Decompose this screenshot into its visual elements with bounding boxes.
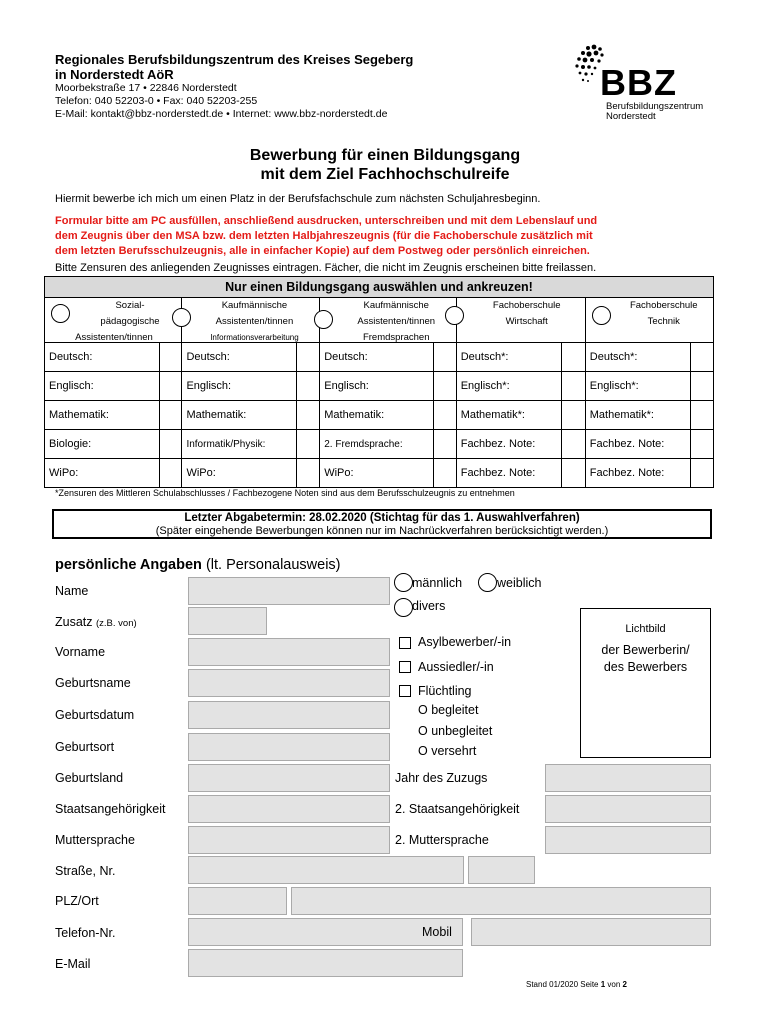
grade-input[interactable]	[691, 430, 714, 459]
red-notice-line1: Formular bitte am PC ausfüllen, anschließend ausdrucken, unterschreiben und mit dem Lebenslauf und	[55, 215, 598, 227]
grade-label: Fachbez. Note:	[585, 459, 690, 488]
gender-radio-divers[interactable]	[394, 598, 413, 617]
grade-label: Biologie:	[45, 430, 160, 459]
footer-stand: Stand 01/2020 Seite	[526, 980, 601, 989]
page-footer	[526, 980, 627, 989]
grade-input[interactable]	[159, 459, 182, 488]
course-header-row	[45, 298, 714, 343]
grade-input[interactable]	[433, 401, 456, 430]
course-4-line1: Fachoberschule	[492, 300, 561, 311]
course-3-line3: Fremdsprachen	[362, 332, 430, 343]
grade-label: Englisch*:	[585, 372, 690, 401]
grade-row-mathematik	[45, 401, 714, 430]
grade-label: Mathematik:	[182, 401, 297, 430]
grade-input[interactable]	[297, 459, 320, 488]
label-geburtsdatum: Geburtsdatum	[55, 708, 135, 722]
logo-text: BBZ	[600, 62, 677, 103]
photo-placeholder	[580, 608, 711, 758]
grade-row-deutsch	[45, 343, 714, 372]
course-4-line2: Wirtschaft	[505, 316, 548, 327]
organization-name	[55, 52, 413, 82]
mobil-field[interactable]	[471, 918, 711, 946]
personal-title: persönliche Angaben	[55, 557, 202, 573]
grade-label: WiPo:	[45, 459, 160, 488]
course-radio-4[interactable]	[445, 306, 464, 325]
footer-total: 2	[622, 980, 627, 989]
label-fluechtling: Flüchtling	[418, 684, 472, 698]
jahr-zuzug-field[interactable]	[545, 764, 711, 792]
grade-label: Deutsch*:	[585, 343, 690, 372]
grade-label: Englisch*:	[456, 372, 561, 401]
grade-input[interactable]	[297, 430, 320, 459]
gender-label-weiblich: weiblich	[497, 576, 542, 590]
grades-footnote: *Zensuren des Mittleren Schulabschlusses / Fachbezogene Noten sind aus dem Berufsschulzeugnis zu entnehmen	[55, 488, 515, 498]
course-option-1[interactable]	[45, 298, 182, 343]
grade-input[interactable]	[691, 459, 714, 488]
label-staatsangehoerigkeit: Staatsangehörigkeit	[55, 802, 166, 816]
grade-input[interactable]	[562, 372, 586, 401]
grade-label: WiPo:	[320, 459, 434, 488]
grade-label: Englisch:	[45, 372, 160, 401]
grade-input[interactable]	[433, 343, 456, 372]
address-line: Moorbekstraße 17 • 22846 Norderstedt	[55, 82, 237, 94]
label-aussiedler: Aussiedler/-in	[418, 660, 494, 674]
grade-input[interactable]	[433, 430, 456, 459]
deadline-line1: Letzter Abgabetermin: 28.02.2020 (Stichtag für das 1. Auswahlverfahren)	[184, 512, 580, 524]
gender-label-maennlich: männlich	[412, 576, 463, 590]
course-2-line1: Kaufmännische	[221, 300, 288, 311]
zusatz-field[interactable]	[188, 607, 267, 635]
checkbox-aussiedler[interactable]	[399, 661, 411, 673]
course-option-2[interactable]	[182, 298, 320, 343]
label-geburtsort: Geburtsort	[55, 740, 115, 754]
option-begleitet[interactable]: O begleitet	[418, 703, 479, 717]
grade-input[interactable]	[562, 343, 586, 372]
grade-input[interactable]	[691, 372, 714, 401]
course-3-line2: Assistenten/tinnen	[357, 316, 436, 327]
course-3-line1: Kaufmännische	[363, 300, 429, 311]
gender-radio-weiblich[interactable]	[478, 573, 497, 592]
logo-sub-line1: Berufsbildungszentrum	[606, 101, 704, 112]
grade-label: Mathematik*:	[585, 401, 690, 430]
grades-banner: Nur einen Bildungsgang auswählen und ankreuzen!	[45, 277, 714, 298]
course-option-5[interactable]	[585, 298, 713, 343]
red-notice-line3: dem letzten Berufsschulzeugnis, alle in einfacher Kopie) auf dem Postweg oder persönlich einreichen.	[55, 245, 590, 257]
option-versehrt[interactable]: O versehrt	[418, 744, 477, 758]
photo-line2: der Bewerberin/	[601, 643, 690, 657]
label-mobil: Mobil	[422, 925, 452, 939]
label-asyl: Asylbewerber/-in	[418, 635, 512, 649]
personal-title-suffix: (lt. Personalausweis)	[205, 557, 341, 573]
grade-label: Mathematik:	[320, 401, 434, 430]
grade-row-englisch	[45, 372, 714, 401]
grade-input[interactable]	[433, 372, 456, 401]
label-geburtsland: Geburtsland	[55, 771, 124, 785]
grade-label: Englisch:	[182, 372, 297, 401]
deadline-line2: (Später eingehende Bewerbungen können nur im Nachrückverfahren berücksichtigt werden.)	[155, 525, 609, 537]
footer-of: von	[605, 980, 623, 989]
name-field[interactable]	[188, 577, 390, 605]
org-line2: in Norderstedt AöR	[55, 67, 174, 82]
label-plz-ort: PLZ/Ort	[55, 894, 99, 908]
strasse-field[interactable]	[188, 856, 464, 884]
course-radio-1[interactable]	[51, 304, 70, 323]
grade-input[interactable]	[562, 430, 586, 459]
photo-line1: Lichtbild	[625, 623, 666, 635]
email-line: E-Mail: kontakt@bbz-norderstedt.de • Internet: www.bbz-norderstedt.de	[55, 108, 388, 120]
phone-line: Telefon: 040 52203-0 • Fax: 040 52203-255	[55, 95, 258, 107]
muttersprache2-field[interactable]	[545, 826, 711, 854]
label-zusatz-hint: (z.B. von)	[96, 618, 137, 629]
vorname-field[interactable]	[188, 638, 390, 666]
course-1-line2: pädagogische	[100, 316, 160, 327]
org-line1: Regionales Berufsbildungszentrum des Kreises Segeberg	[55, 52, 414, 67]
page-title	[0, 146, 770, 184]
label-strasse: Straße, Nr.	[55, 864, 116, 878]
course-radio-2[interactable]	[172, 308, 191, 327]
deadline-box	[52, 509, 712, 539]
grade-label: Fachbez. Note:	[585, 430, 690, 459]
plz-field[interactable]	[188, 887, 287, 915]
grade-input[interactable]	[562, 401, 586, 430]
grade-input[interactable]	[159, 401, 182, 430]
grade-label: Mathematik*:	[456, 401, 561, 430]
ort-field[interactable]	[291, 887, 711, 915]
grade-input[interactable]	[159, 372, 182, 401]
label-zusatz	[55, 615, 137, 629]
gender-radio-maennlich[interactable]	[394, 573, 413, 592]
course-radio-3[interactable]	[314, 310, 333, 329]
checkbox-fluechtling[interactable]	[399, 685, 411, 697]
grade-input[interactable]	[562, 459, 586, 488]
geburtsland-field[interactable]	[188, 764, 390, 792]
footer-page: 1	[600, 980, 606, 989]
grade-label: Mathematik:	[45, 401, 160, 430]
logo-subtitle	[606, 102, 703, 122]
red-notice-line2: dem Zeugnis über den MSA bzw. dem letzten Halbjahreszeugnis (für die Fachoberschule zusätzlich mit	[55, 230, 593, 242]
grade-label: Deutsch*:	[456, 343, 561, 372]
red-notice	[55, 214, 715, 259]
course-2-line3: Informationsverarbeitung	[210, 333, 299, 342]
grade-input[interactable]	[297, 372, 320, 401]
grades-note: Bitte Zensuren des anliegenden Zeugnisses eintragen. Fächer, die nicht im Zeugnis erscheinen bitte freilassen.	[55, 262, 597, 274]
organization-address	[55, 82, 387, 121]
grade-row-4	[45, 430, 714, 459]
email-field[interactable]	[188, 949, 463, 977]
grade-input[interactable]	[297, 343, 320, 372]
personal-section-title	[55, 557, 341, 573]
gender-label-divers: divers	[412, 599, 446, 613]
logo-sub-line2: Norderstedt	[606, 111, 656, 122]
label-jahr-zuzug: Jahr des Zuzugs	[395, 771, 488, 785]
grade-label: Fachbez. Note:	[456, 430, 561, 459]
hausnummer-field[interactable]	[468, 856, 535, 884]
label-muttersprache: Muttersprache	[55, 833, 135, 847]
label-muttersprache2: 2. Muttersprache	[395, 833, 489, 847]
checkbox-asyl[interactable]	[399, 637, 411, 649]
label-zusatz-text: Zusatz	[55, 615, 93, 629]
geburtsdatum-field[interactable]	[188, 701, 390, 729]
grade-label: Fachbez. Note:	[456, 459, 561, 488]
label-name: Name	[55, 584, 89, 598]
grade-label: Deutsch:	[45, 343, 160, 372]
grade-label: Deutsch:	[182, 343, 297, 372]
muttersprache-field[interactable]	[188, 826, 390, 854]
label-telefon: Telefon-Nr.	[55, 926, 116, 940]
label-staatsangehoerigkeit2: 2. Staatsangehörigkeit	[395, 802, 520, 816]
grade-input[interactable]	[297, 401, 320, 430]
grade-row-5	[45, 459, 714, 488]
course-5-line2: Technik	[647, 316, 680, 327]
staatsangehoerigkeit-field[interactable]	[188, 795, 390, 823]
geburtsort-field[interactable]	[188, 733, 390, 761]
course-option-3[interactable]	[320, 298, 456, 343]
grade-input[interactable]	[159, 343, 182, 372]
label-vorname: Vorname	[55, 645, 106, 659]
grade-input[interactable]	[159, 430, 182, 459]
title-line1: Bewerbung für einen Bildungsgang	[249, 147, 521, 164]
intro-text: Hiermit bewerbe ich mich um einen Platz in der Berufsfachschule zum nächsten Schuljahresbeginn.	[55, 193, 541, 205]
course-1-line3: Assistenten/tinnen	[75, 332, 153, 343]
grade-label: Englisch:	[320, 372, 434, 401]
grade-input[interactable]	[691, 343, 714, 372]
grade-input[interactable]	[433, 459, 456, 488]
grade-label: Informatik/Physik:	[182, 430, 297, 459]
grade-input[interactable]	[691, 401, 714, 430]
grades-table	[44, 276, 714, 488]
photo-line3: des Bewerbers	[603, 660, 688, 674]
course-2-line2: Assistenten/tinnen	[215, 316, 294, 327]
geburtsname-field[interactable]	[188, 669, 390, 697]
staatsangehoerigkeit2-field[interactable]	[545, 795, 711, 823]
title-line2: mit dem Ziel Fachhochschulreife	[260, 166, 510, 183]
grade-label: 2. Fremdsprache:	[320, 430, 434, 459]
label-geburtsname: Geburtsname	[55, 676, 131, 690]
course-5-line1: Fachoberschule	[629, 300, 698, 311]
grades-banner-row	[45, 277, 714, 298]
option-unbegleitet[interactable]: O unbegleitet	[418, 724, 493, 738]
grade-label: Deutsch:	[320, 343, 434, 372]
course-1-line1: Sozial-	[115, 300, 145, 311]
grade-label: WiPo:	[182, 459, 297, 488]
course-option-4[interactable]	[456, 298, 585, 343]
label-email: E-Mail	[55, 957, 91, 971]
